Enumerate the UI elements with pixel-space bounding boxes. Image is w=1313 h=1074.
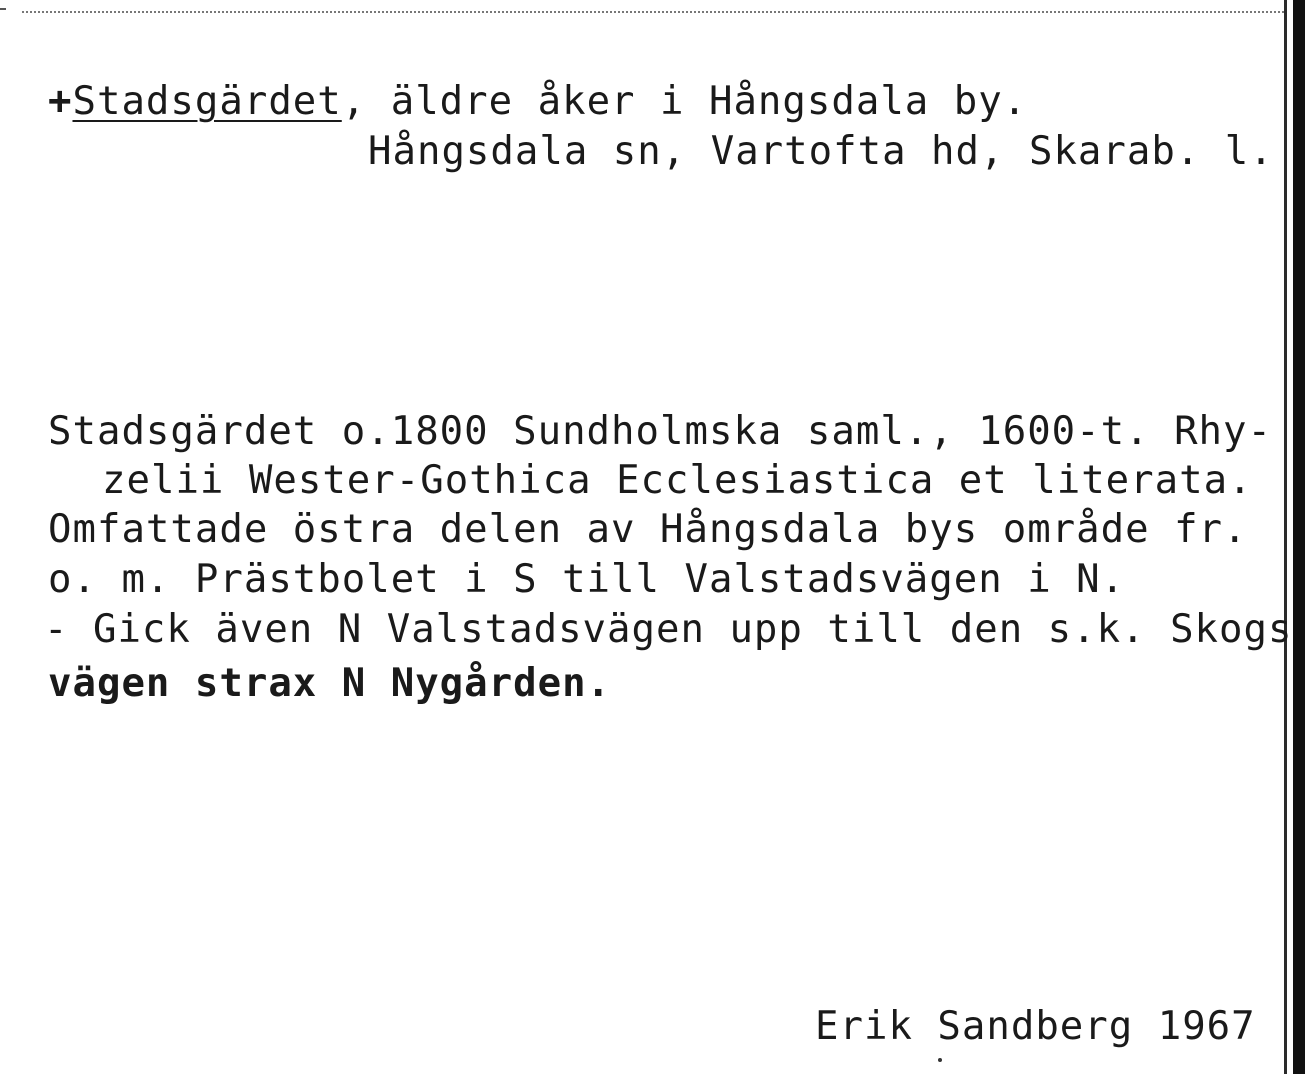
- scan-speck: [938, 1058, 942, 1062]
- place-name: Stadsgärdet: [72, 79, 342, 124]
- body-line-2: zelii Wester-Gothica Ecclesiastica et literata.: [102, 458, 1253, 503]
- scan-edge-thin: [1284, 0, 1287, 1074]
- body-line-1: Stadsgärdet o.1800 Sundholmska saml., 1600-t. Rhy-: [48, 409, 1272, 454]
- body-line-3: Omfattade östra delen av Hångsdala bys område fr.: [48, 507, 1248, 552]
- body-line-6: vägen strax N Nygården.: [48, 661, 612, 706]
- signature: Erik Sandberg 1967: [815, 1004, 1256, 1049]
- body-line-4: o. m. Prästbolet i S till Valstadsvägen i N.: [48, 557, 1126, 602]
- heading-description: , äldre åker i Hångsdala by.: [341, 79, 1028, 124]
- card-top-border-mark: [0, 8, 6, 10]
- card-top-border: [22, 11, 1284, 13]
- scan-edge: [1293, 0, 1305, 1074]
- body-line-5: - Gick även N Valstadsvägen upp till den s.k. Skogs: [44, 607, 1293, 652]
- plus-mark: +: [48, 79, 73, 124]
- card-subheading: Hångsdala sn, Vartofta hd, Skarab. l.: [368, 129, 1274, 174]
- card-heading: [48, 80, 1027, 124]
